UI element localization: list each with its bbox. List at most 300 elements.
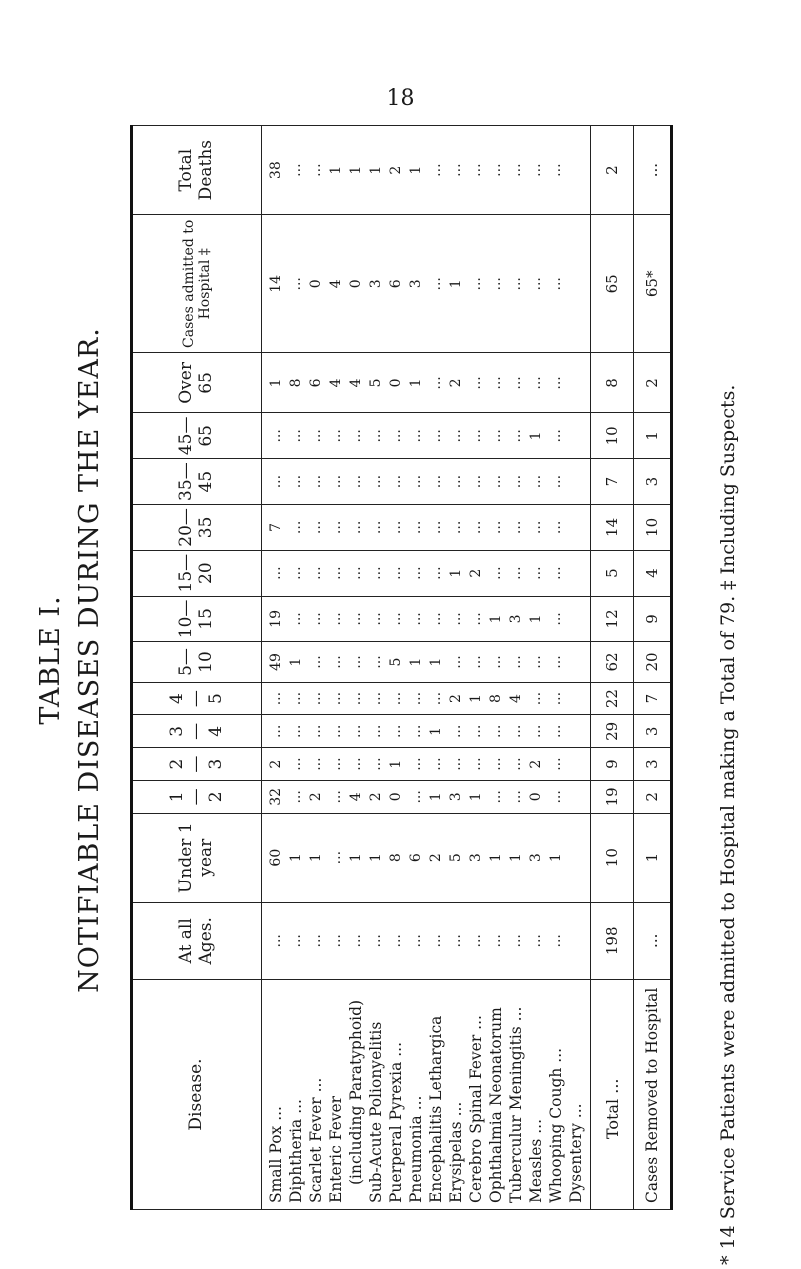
- total-cell: 2: [591, 126, 634, 215]
- table-cell: ...: [488, 724, 504, 739]
- table-cell: ...: [308, 429, 324, 443]
- table-cell: ...: [468, 376, 484, 390]
- disease-name: Sub-Acute Polionyelitis: [367, 1021, 385, 1203]
- table-cell: ...: [348, 655, 364, 669]
- table-cell: ...: [548, 163, 564, 177]
- table-cell: 2: [528, 759, 544, 769]
- total-cell: 7: [591, 459, 634, 505]
- table-cell: ...: [448, 163, 464, 177]
- table-cell: ...: [428, 757, 444, 771]
- table-cell: 1: [468, 694, 484, 704]
- table-cell: 38: [268, 161, 284, 180]
- table-cell: ...: [408, 934, 424, 948]
- total-cell: 5: [591, 550, 634, 596]
- table-cell: ...: [408, 790, 424, 804]
- table-cell: ...: [328, 474, 344, 489]
- total-cell: 12: [591, 596, 634, 642]
- table-cell: ...: [548, 474, 564, 489]
- table-cell: ...: [428, 566, 444, 580]
- table-cell: ...: [368, 612, 384, 626]
- table-cell: ...: [528, 520, 544, 535]
- table-cell: 1: [428, 657, 444, 667]
- table-cell: ...: [548, 612, 564, 626]
- removed-cell: 10: [634, 505, 672, 551]
- table-cell: ...: [468, 934, 484, 948]
- age-column-values: [262, 505, 591, 551]
- table-cell: 3: [468, 853, 484, 863]
- column-header: 5—10: [132, 642, 262, 682]
- table-cell: ...: [348, 520, 364, 535]
- disease-name: Encephalitis Lethargica: [427, 1015, 445, 1203]
- table-cell: ...: [448, 474, 464, 489]
- table-cell: 5: [368, 378, 384, 388]
- table-cell: ...: [428, 163, 444, 177]
- table-cell: 7: [268, 522, 284, 532]
- table-cell: ...: [328, 691, 344, 706]
- table-cell: ...: [508, 277, 524, 291]
- disease-name: Diphtheria ...: [287, 1099, 305, 1203]
- table-cell: 32: [268, 787, 284, 806]
- table-cell: ...: [508, 566, 524, 580]
- total-cell: 22: [591, 682, 634, 715]
- table-cell: ...: [548, 376, 564, 390]
- table-cell: ...: [508, 474, 524, 489]
- removed-cell: ...: [634, 902, 672, 979]
- table-cell: 3: [408, 279, 424, 289]
- table-cell: ...: [428, 691, 444, 706]
- table-cell: 1: [528, 431, 544, 441]
- table-cell: ...: [368, 691, 384, 706]
- table-cell: ...: [408, 566, 424, 580]
- table-cell: ...: [388, 724, 404, 739]
- notifiable-diseases-table: [130, 125, 673, 1210]
- table-cell: ...: [488, 474, 504, 489]
- table-cell: ...: [348, 724, 364, 739]
- disease-name: Measles ...: [527, 1118, 545, 1203]
- age-column-values: [262, 353, 591, 413]
- table-cell: 1: [528, 614, 544, 624]
- table-cell: ...: [368, 520, 384, 535]
- disease-name: Small Pox ...: [267, 1106, 285, 1203]
- disease-name: Tuberculur Meningitis ...: [507, 1006, 525, 1203]
- table-cell: ...: [388, 566, 404, 580]
- removed-cell: 4: [634, 550, 672, 596]
- table-cell: ...: [468, 429, 484, 443]
- table-cell: ...: [448, 520, 464, 535]
- removed-row: [634, 126, 672, 1210]
- table-cell: 2: [448, 378, 464, 388]
- table-cell: 1: [368, 165, 384, 175]
- table-cell: ...: [488, 163, 504, 177]
- table-cell: ...: [548, 277, 564, 291]
- table-cell: ...: [508, 934, 524, 948]
- total-cell: 198: [591, 902, 634, 979]
- table-cell: ...: [328, 757, 344, 771]
- table-cell: 60: [268, 848, 284, 867]
- table-cell: ...: [368, 757, 384, 771]
- table-cell: ...: [388, 612, 404, 626]
- table-cell: ...: [308, 757, 324, 771]
- column-header: 4—5: [132, 682, 262, 715]
- removed-cell: 3: [634, 748, 672, 781]
- table-cell: ...: [548, 934, 564, 948]
- table-cell: ...: [388, 934, 404, 948]
- table-cell: ...: [428, 376, 444, 390]
- total-label: Total ...: [591, 980, 634, 1210]
- column-header: 1—2: [132, 780, 262, 813]
- table-cell: ...: [288, 612, 304, 626]
- table-cell: ...: [288, 724, 304, 739]
- table-cell: ...: [288, 474, 304, 489]
- table-cell: ...: [508, 790, 524, 804]
- table-cell: 8: [288, 378, 304, 388]
- table-cell: ...: [548, 520, 564, 535]
- table-cell: ...: [448, 757, 464, 771]
- table-cell: 49: [268, 653, 284, 671]
- table-cell: ...: [288, 520, 304, 535]
- table-cell: ...: [468, 520, 484, 535]
- table-cell: ...: [528, 277, 544, 291]
- table-cell: ...: [308, 724, 324, 739]
- table-cell: ...: [328, 790, 344, 804]
- age-column-values: [262, 413, 591, 459]
- disease-name: Ophthalmia Neonatorum: [487, 1007, 505, 1203]
- totals-row: [591, 126, 634, 1210]
- table-cell: ...: [308, 612, 324, 626]
- table-cell: ...: [268, 934, 284, 948]
- table-cell: 3: [368, 279, 384, 289]
- removed-cell: 2: [634, 780, 672, 813]
- total-cell: 14: [591, 505, 634, 551]
- table-cell: 5: [448, 853, 464, 863]
- table-cell: ...: [468, 655, 484, 669]
- table-cell: 0: [348, 279, 364, 289]
- column-header: 20—35: [132, 505, 262, 551]
- table-cell: ...: [488, 277, 504, 291]
- table-cell: ...: [268, 474, 284, 489]
- removed-cell: 3: [634, 459, 672, 505]
- table-cell: ...: [468, 724, 484, 739]
- table-cell: 2: [468, 568, 484, 578]
- table-cell: 4: [508, 694, 524, 704]
- table-cell: ...: [428, 612, 444, 626]
- table-cell: ...: [408, 429, 424, 443]
- table-cell: ...: [508, 520, 524, 535]
- total-cell: 8: [591, 353, 634, 413]
- table-cell: ...: [288, 691, 304, 706]
- table-cell: 2: [388, 165, 404, 175]
- column-header: 15—20: [132, 550, 262, 596]
- table-cell: ...: [508, 655, 524, 669]
- column-header: Over 65: [132, 353, 262, 413]
- table-cell: ...: [468, 163, 484, 177]
- removed-cell: 20: [634, 642, 672, 682]
- table-cell: ...: [268, 691, 284, 706]
- table-cell: ...: [368, 655, 384, 669]
- total-cell: 9: [591, 748, 634, 781]
- table-cell: ...: [548, 691, 564, 706]
- table-cell: ...: [408, 691, 424, 706]
- table-cell: ...: [348, 566, 364, 580]
- table-cell: 1: [348, 165, 364, 175]
- table-cell: 5: [388, 657, 404, 667]
- table-cell: 1: [348, 853, 364, 863]
- table-cell: 0: [308, 279, 324, 289]
- table-cell: ...: [328, 612, 344, 626]
- table-cell: ...: [308, 520, 324, 535]
- removed-cell: 1: [634, 813, 672, 902]
- table-cell: ...: [548, 790, 564, 804]
- table-cell: 1: [368, 853, 384, 863]
- column-header: Disease.: [132, 980, 262, 1210]
- column-header: 10—15: [132, 596, 262, 642]
- column-header: Under 1 year: [132, 813, 262, 902]
- table-cell: ...: [348, 934, 364, 948]
- age-column-values: [262, 715, 591, 748]
- rotated-table-page: [35, 130, 775, 1265]
- table-cell: ...: [388, 474, 404, 489]
- table-title: NOTIFIABLE DISEASES DURING THE YEAR.: [74, 327, 105, 993]
- table-cell: ...: [468, 277, 484, 291]
- age-column-values: [262, 596, 591, 642]
- table-cell: 1: [428, 726, 444, 736]
- disease-name: Enteric Fever: [327, 1095, 345, 1203]
- age-column-values: [262, 126, 591, 215]
- table-cell: ...: [528, 163, 544, 177]
- table-cell: 1: [308, 853, 324, 863]
- total-cell: 10: [591, 413, 634, 459]
- table-cell: 1: [288, 853, 304, 863]
- age-column-values: [262, 813, 591, 902]
- disease-list: [262, 980, 591, 1210]
- table-cell: 3: [448, 792, 464, 802]
- table-cell: ...: [548, 566, 564, 580]
- disease-name: Dysentery ...: [567, 1103, 585, 1203]
- table-cell: ...: [368, 934, 384, 948]
- table-cell: ...: [328, 850, 344, 865]
- table-cell: ...: [548, 429, 564, 443]
- table-cell: ...: [328, 566, 344, 580]
- table-cell: ...: [288, 934, 304, 948]
- column-header: Total Deaths: [132, 126, 262, 215]
- table-cell: ...: [468, 474, 484, 489]
- age-column-values: [262, 682, 591, 715]
- removed-cell: 2: [634, 353, 672, 413]
- table-cell: ...: [368, 724, 384, 739]
- table-cell: ...: [388, 691, 404, 706]
- table-cell: ...: [528, 724, 544, 739]
- table-heading: TABLE I.: [35, 595, 66, 725]
- table-cell: ...: [528, 474, 544, 489]
- table-cell: ...: [348, 691, 364, 706]
- table-cell: ...: [548, 724, 564, 739]
- removed-cell: 1: [634, 413, 672, 459]
- table-cell: ...: [388, 429, 404, 443]
- table-cell: ...: [448, 429, 464, 443]
- table-cell: 4: [348, 792, 364, 802]
- table-cell: ...: [428, 520, 444, 535]
- table-cell: 1: [288, 657, 304, 667]
- table-cell: ...: [408, 724, 424, 739]
- table-cell: ...: [508, 429, 524, 443]
- table-cell: ...: [348, 474, 364, 489]
- table-cell: 1: [388, 759, 404, 769]
- table-cell: ...: [368, 429, 384, 443]
- table-cell: ...: [368, 474, 384, 489]
- table-cell: 1: [488, 614, 504, 624]
- table-cell: ...: [528, 376, 544, 390]
- table-cell: ...: [308, 474, 324, 489]
- table-cell: ...: [508, 757, 524, 771]
- table-cell: 3: [508, 614, 524, 624]
- table-cell: 4: [328, 279, 344, 289]
- table-cell: ...: [428, 277, 444, 291]
- table-cell: ...: [448, 612, 464, 626]
- table-cell: 6: [308, 378, 324, 388]
- table-cell: 1: [488, 853, 504, 863]
- total-cell: 62: [591, 642, 634, 682]
- table-cell: 0: [528, 792, 544, 802]
- disease-name: Cerebro Spinal Fever ...: [467, 1015, 485, 1203]
- disease-name: Erysipelas ...: [447, 1101, 465, 1203]
- page-number: 18: [386, 86, 415, 111]
- table-cell: ...: [488, 790, 504, 804]
- table-cell: 1: [448, 279, 464, 289]
- table-cell: ...: [368, 566, 384, 580]
- table-cell: 1: [408, 378, 424, 388]
- total-cell: 10: [591, 813, 634, 902]
- column-header: 35—45: [132, 459, 262, 505]
- table-cell: ...: [488, 429, 504, 443]
- table-cell: 1: [468, 792, 484, 802]
- total-cell: 65: [591, 215, 634, 353]
- table-cell: 6: [408, 853, 424, 863]
- table-cell: ...: [428, 474, 444, 489]
- table-cell: ...: [328, 520, 344, 535]
- table-cell: 1: [448, 568, 464, 578]
- age-column-values: [262, 642, 591, 682]
- table-cell: ...: [408, 757, 424, 771]
- table-cell: ...: [348, 757, 364, 771]
- table-cell: ...: [448, 724, 464, 739]
- table-cell: ...: [288, 163, 304, 177]
- table-cell: 2: [428, 853, 444, 863]
- table-cell: ...: [308, 163, 324, 177]
- table-cell: ...: [308, 691, 324, 706]
- table-cell: ...: [488, 655, 504, 669]
- disease-name: (including Paratyphoid): [347, 999, 365, 1185]
- disease-name: Scarlet Fever ...: [307, 1077, 325, 1203]
- age-column-values: [262, 215, 591, 353]
- column-header: Cases admitted to Hospital ‡: [132, 215, 262, 353]
- table-cell: ...: [328, 429, 344, 443]
- column-header: 45—65: [132, 413, 262, 459]
- table-cell: ...: [508, 724, 524, 739]
- column-header: 3—4: [132, 715, 262, 748]
- table-cell: ...: [288, 277, 304, 291]
- footnote-suspects: ‡ Including Suspects.: [717, 384, 739, 590]
- table-cell: ...: [308, 655, 324, 669]
- table-cell: 8: [388, 853, 404, 863]
- table-cell: ...: [408, 520, 424, 535]
- table-cell: ...: [268, 429, 284, 443]
- table-cell: ...: [268, 566, 284, 580]
- table-cell: ...: [448, 934, 464, 948]
- table-cell: 19: [268, 610, 284, 628]
- column-header: 2—3: [132, 748, 262, 781]
- disease-name: Whooping Cough ...: [547, 1047, 565, 1203]
- table-cell: ...: [348, 429, 364, 443]
- removed-cell: 9: [634, 596, 672, 642]
- total-cell: 19: [591, 780, 634, 813]
- table-cell: 2: [268, 759, 284, 769]
- age-column-values: [262, 550, 591, 596]
- table-cell: ...: [408, 474, 424, 489]
- age-column-values: [262, 459, 591, 505]
- table-cell: 1: [268, 378, 284, 388]
- table-cell: ...: [548, 757, 564, 771]
- table-cell: 4: [348, 378, 364, 388]
- table-cell: 4: [328, 378, 344, 388]
- age-column-values: [262, 780, 591, 813]
- footnote-service-patients: * 14 Service Patients were admitted to Hospital making a Total of 79.: [717, 595, 739, 1265]
- table-cell: ...: [308, 566, 324, 580]
- table-cell: ...: [528, 691, 544, 706]
- table-cell: 2: [308, 792, 324, 802]
- table-cell: ...: [488, 520, 504, 535]
- removed-cell: ...: [634, 126, 672, 215]
- table-cell: ...: [488, 376, 504, 390]
- table-cell: ...: [428, 429, 444, 443]
- table-cell: ...: [328, 934, 344, 948]
- table-cell: ...: [468, 612, 484, 626]
- table-cell: ...: [488, 757, 504, 771]
- table-cell: 2: [368, 792, 384, 802]
- table-cell: ...: [528, 566, 544, 580]
- column-header: At all Ages.: [132, 902, 262, 979]
- table-cell: ...: [288, 566, 304, 580]
- removed-label: Cases Removed to Hospital: [634, 980, 672, 1210]
- table-cell: ...: [428, 934, 444, 948]
- table-cell: ...: [288, 429, 304, 443]
- table-cell: 14: [268, 274, 284, 293]
- table-cell: 2: [448, 694, 464, 704]
- table-cell: ...: [448, 655, 464, 669]
- table-cell: 1: [408, 657, 424, 667]
- disease-name: Pneumonia ...: [407, 1095, 425, 1203]
- table-cell: ...: [268, 724, 284, 739]
- table-cell: ...: [488, 566, 504, 580]
- table-cell: ...: [508, 163, 524, 177]
- table-cell: ...: [508, 376, 524, 390]
- table-cell: ...: [288, 790, 304, 804]
- table-cell: ...: [468, 757, 484, 771]
- table-cell: ...: [328, 655, 344, 669]
- table-cell: 0: [388, 792, 404, 802]
- table-cell: 1: [408, 165, 424, 175]
- table-row: [262, 126, 591, 1210]
- removed-cell: 3: [634, 715, 672, 748]
- removed-cell: 7: [634, 682, 672, 715]
- table-cell: 0: [388, 378, 404, 388]
- table-cell: 1: [428, 792, 444, 802]
- table-cell: ...: [288, 757, 304, 771]
- table-cell: ...: [388, 520, 404, 535]
- table-cell: ...: [408, 612, 424, 626]
- age-column-values: [262, 902, 591, 979]
- table-cell: 1: [508, 853, 524, 863]
- table-cell: 1: [328, 165, 344, 175]
